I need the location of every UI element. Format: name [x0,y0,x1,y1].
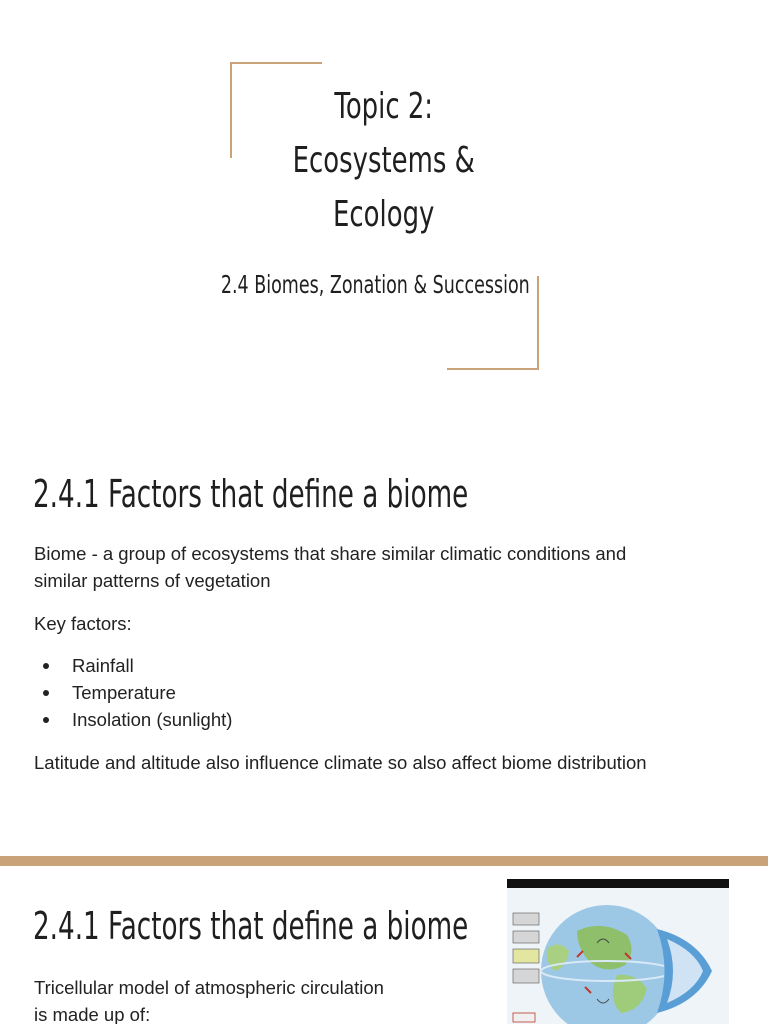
factor-list [34,652,232,733]
title-slide [0,0,768,420]
latitude-note: Latitude and altitude also influence climate so also affect biome distribution [34,752,647,773]
tricellular-model-slide [0,866,768,1024]
atmospheric-circulation-diagram [507,879,729,1024]
description-line: Tricellular model of atmospheric circulation [34,977,384,998]
globe-circulation-illustration [507,879,729,1024]
slide-subtitle: 2.4 Biomes, Zonation & Succession [220,270,530,299]
tricellular-description [34,974,384,1024]
biome-factors-slide [0,420,768,856]
list-item: Temperature [34,679,232,706]
description-line: is made up of: [34,1004,151,1024]
definition-line: Biome - a group of ecosystems that share similar climatic conditions and [34,543,627,564]
key-factors-label: Key factors: [34,613,132,634]
list-item: Insolation (sunlight) [34,706,232,733]
slide-heading: 2.4.1 Factors that define a biome [33,904,469,948]
slide-divider [0,856,768,866]
slide-heading: 2.4.1 Factors that define a biome [33,472,469,516]
slide-title-line-1: Topic 2: [334,86,434,127]
biome-definition [34,540,626,594]
definition-line: similar patterns of vegetation [34,570,271,591]
list-item: Rainfall [34,652,232,679]
slide-title-line-2: Ecosystems & [292,140,475,181]
slide-title-line-3: Ecology [333,194,435,235]
